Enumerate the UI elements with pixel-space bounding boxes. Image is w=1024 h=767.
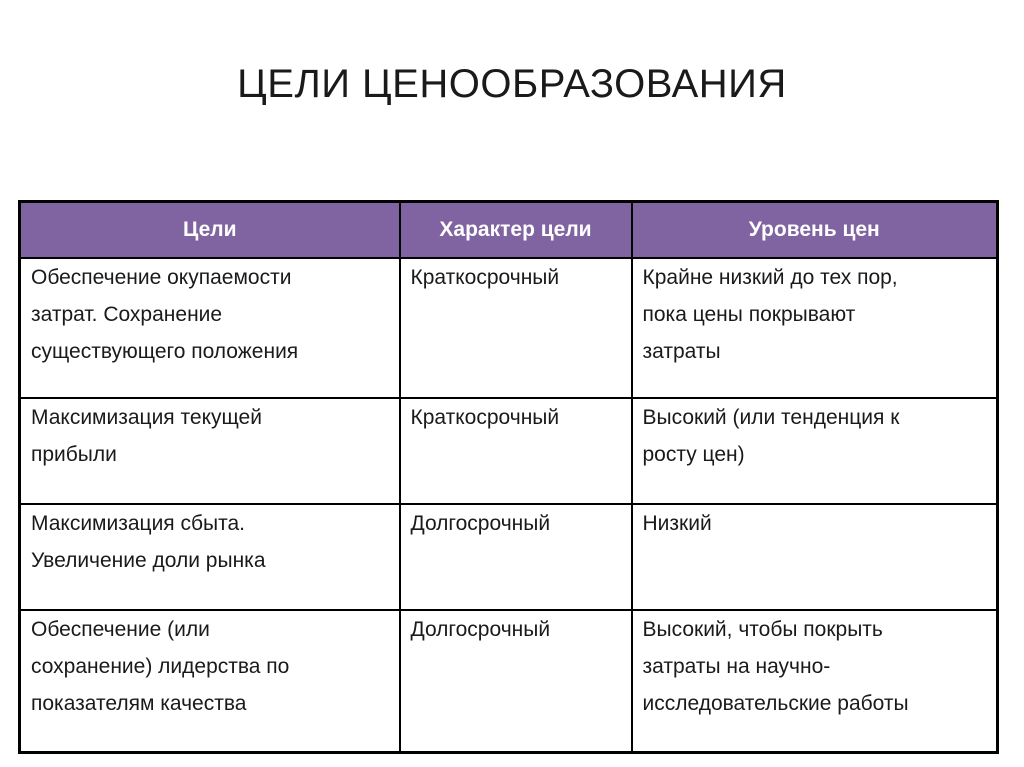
goal-text-line: Обеспечение (или (31, 618, 210, 641)
header-goals: Цели (20, 202, 400, 259)
slide-title: ЦЕЛИ ЦЕНООБРАЗОВАНИЯ (237, 62, 787, 106)
price-text-line: росту цен) (642, 443, 745, 466)
goal-text-line: существующего положения (31, 340, 299, 363)
goal-cell (20, 258, 400, 398)
price-text-line: исследовательские работы (642, 692, 909, 715)
goal-text-line: показателям качества (31, 692, 247, 715)
goal-text-line: затрат. Сохранение (31, 303, 223, 326)
price-text-line: затраты на научно- (642, 655, 831, 678)
table-row (20, 258, 998, 398)
price-text-line: Высокий, чтобы покрыть (642, 618, 883, 641)
goal-cell (20, 398, 400, 504)
nature-cell: Долгосрочный (400, 610, 632, 753)
nature-cell: Краткосрочный (400, 258, 632, 398)
price-cell (632, 258, 998, 398)
price-cell (632, 398, 998, 504)
goal-text-line: Обеспечение окупаемости (31, 266, 292, 289)
table-row (20, 504, 998, 610)
price-cell (632, 504, 998, 610)
price-text-line: пока цены покрывают (642, 303, 856, 326)
price-text-line: Крайне низкий до тех пор, (642, 266, 898, 289)
table-row (20, 610, 998, 753)
goal-text-line: прибыли (31, 443, 117, 466)
table-row (20, 398, 998, 504)
price-text-line: Высокий (или тенденция к (642, 406, 900, 429)
goal-text-line: Увеличение доли рынка (31, 549, 266, 572)
goal-cell (20, 504, 400, 610)
goal-cell (20, 610, 400, 753)
header-price-level: Уровень цен (632, 202, 998, 259)
goal-text-line: Максимизация текущей (31, 406, 262, 429)
price-text-line: затраты (642, 340, 721, 363)
header-goal-nature: Характер цели (400, 202, 632, 259)
goal-text-line: Максимизация сбыта. (31, 512, 246, 535)
pricing-goals-table (18, 200, 999, 754)
table-header-row (20, 202, 998, 259)
price-text-line: Низкий (642, 512, 712, 535)
goal-text-line: сохранение) лидерства по (31, 655, 290, 678)
nature-cell: Долгосрочный (400, 504, 632, 610)
price-cell (632, 610, 998, 753)
nature-cell: Краткосрочный (400, 398, 632, 504)
